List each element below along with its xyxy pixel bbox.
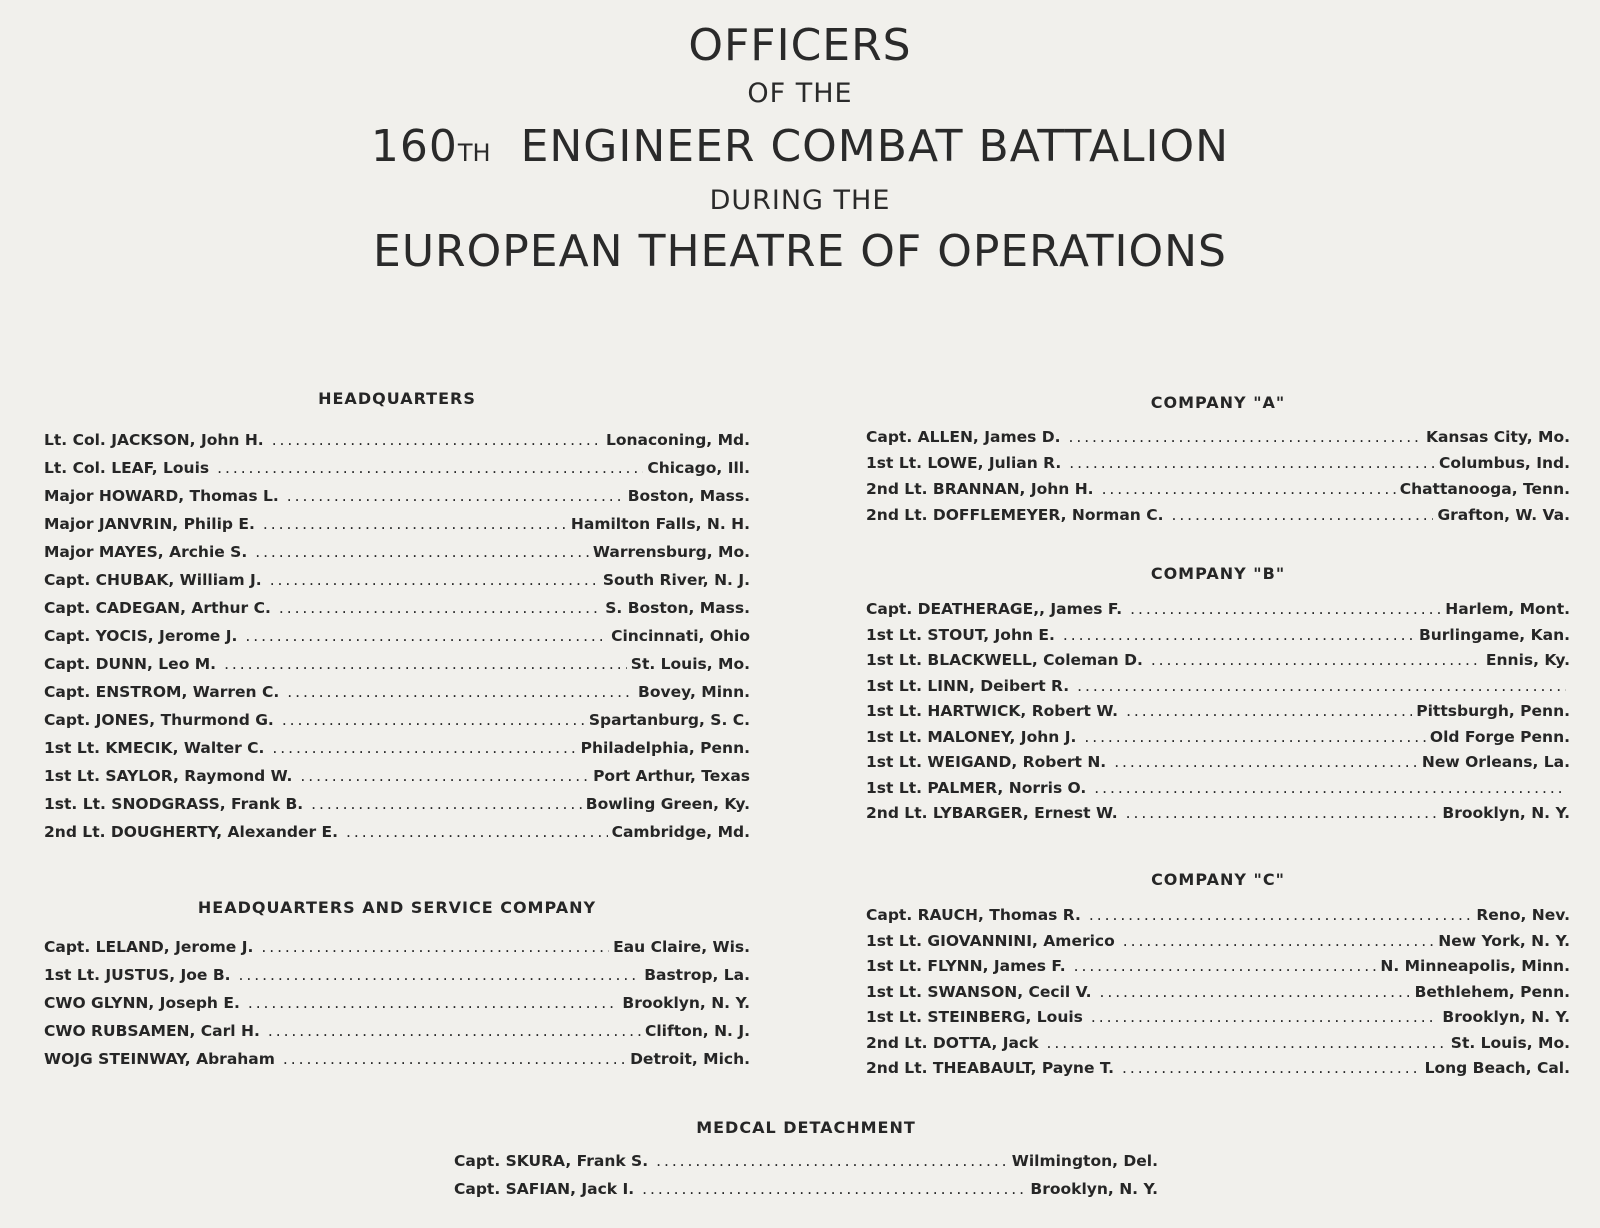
officer-row bbox=[866, 597, 1570, 623]
officer-row bbox=[866, 450, 1570, 476]
dot-leader bbox=[217, 454, 643, 482]
title-of-the: OF THE bbox=[747, 78, 853, 109]
officer-name: Capt. LELAND, Jerome J. bbox=[44, 938, 254, 956]
officer-row bbox=[44, 762, 750, 790]
officer-list bbox=[454, 1147, 1158, 1203]
officer-row bbox=[44, 566, 750, 594]
officer-hometown: Harlem, Mont. bbox=[1445, 600, 1570, 618]
officer-list bbox=[866, 597, 1570, 827]
dot-leader bbox=[1123, 929, 1435, 955]
officer-hometown: Old Forge Penn. bbox=[1429, 727, 1570, 746]
officer-row bbox=[44, 482, 750, 510]
officer-hometown: Bovey, Minn. bbox=[638, 683, 750, 701]
dot-leader bbox=[300, 762, 589, 790]
dot-leader bbox=[1171, 502, 1433, 528]
officer-hometown: Burlingame, Kan. bbox=[1418, 625, 1570, 644]
dot-leader bbox=[656, 1147, 1008, 1175]
dot-leader bbox=[239, 961, 641, 989]
officer-hometown: New York, N. Y. bbox=[1438, 931, 1570, 950]
officer-row bbox=[44, 594, 750, 622]
officer-name: 2nd Lt. DOFFLEMEYER, Norman C. bbox=[866, 506, 1164, 524]
officer-row bbox=[866, 903, 1570, 929]
dot-leader bbox=[287, 482, 624, 510]
officer-name: 2nd Lt. THEABAULT, Payne T. bbox=[866, 1059, 1114, 1077]
officer-name: 1st Lt. FLYNN, James F. bbox=[866, 957, 1066, 975]
officer-name: Capt. SAFIAN, Jack I. bbox=[454, 1180, 635, 1198]
officer-row bbox=[44, 706, 750, 734]
title-theatre: EUROPEAN THEATRE OF OPERATIONS bbox=[373, 226, 1227, 277]
dot-leader bbox=[248, 989, 619, 1017]
officer-name: Lt. Col. JACKSON, John H. bbox=[44, 431, 264, 449]
dot-leader bbox=[261, 933, 609, 961]
section-company-c bbox=[866, 869, 1570, 1082]
officer-hometown: Brooklyn, N. Y. bbox=[622, 994, 750, 1012]
dot-leader bbox=[268, 1017, 641, 1045]
officer-row bbox=[866, 1005, 1570, 1031]
officer-hometown: Hamilton Falls, N. H. bbox=[570, 515, 750, 533]
section-heading: HEADQUARTERS AND SERVICE COMPANY bbox=[197, 898, 597, 917]
officer-name: Major HOWARD, Thomas L. bbox=[44, 487, 279, 505]
officer-row bbox=[866, 776, 1570, 802]
title-during-the: DURING THE bbox=[709, 185, 891, 216]
officer-row bbox=[44, 989, 750, 1017]
section-heading: MEDCAL DETACHMENT bbox=[696, 1118, 916, 1137]
section-heading: COMPANY "A" bbox=[1150, 393, 1286, 412]
dot-leader bbox=[1063, 623, 1415, 649]
officer-row bbox=[866, 648, 1570, 674]
dot-leader bbox=[287, 678, 634, 706]
officer-hometown: Brooklyn, N. Y. bbox=[1442, 1008, 1570, 1026]
dot-leader bbox=[1126, 801, 1439, 827]
officer-name: Lt. Col. LEAF, Louis bbox=[44, 459, 210, 477]
officer-list bbox=[44, 426, 750, 846]
officer-hometown: St. Louis, Mo. bbox=[630, 655, 750, 673]
officer-hometown: Boston, Mass. bbox=[627, 487, 750, 505]
officer-row bbox=[866, 424, 1570, 450]
officer-hometown: Warrensburg, Mo. bbox=[592, 543, 750, 561]
dot-leader bbox=[263, 510, 567, 538]
officer-list bbox=[866, 424, 1570, 528]
section-company-b bbox=[866, 563, 1570, 827]
officer-row bbox=[44, 818, 750, 846]
officer-name: CWO GLYNN, Joseph E. bbox=[44, 994, 240, 1012]
dot-leader bbox=[1074, 954, 1377, 980]
officer-name: 1st Lt. HARTWICK, Robert W. bbox=[866, 702, 1119, 720]
officer-name: Capt. JONES, Thurmond G. bbox=[44, 711, 274, 729]
officer-row bbox=[44, 678, 750, 706]
dot-leader bbox=[1114, 750, 1418, 776]
officer-row bbox=[866, 725, 1570, 751]
officer-row bbox=[866, 929, 1570, 955]
officer-hometown: Chattanooga, Tenn. bbox=[1399, 480, 1570, 498]
officer-hometown: Bowling Green, Ky. bbox=[585, 795, 750, 813]
dot-leader bbox=[1084, 725, 1426, 751]
officer-row bbox=[866, 699, 1570, 725]
title-battalion bbox=[0, 121, 1600, 172]
dot-leader bbox=[279, 594, 601, 622]
officer-name: 1st Lt. JUSTUS, Joe B. bbox=[44, 966, 231, 984]
officer-name: WOJG STEINWAY, Abraham bbox=[44, 1050, 275, 1068]
officer-hometown: Brooklyn, N. Y. bbox=[1442, 804, 1570, 822]
officer-name: 1st Lt. SAYLOR, Raymond W. bbox=[44, 767, 293, 785]
dot-leader bbox=[311, 790, 582, 818]
section-company-a bbox=[866, 392, 1570, 528]
officer-hometown: Port Arthur, Texas bbox=[593, 767, 750, 785]
dot-leader bbox=[1126, 699, 1412, 725]
officer-name: 1st Lt. LINN, Deibert R. bbox=[866, 676, 1070, 695]
officer-name: 1st Lt. KMECIK, Walter C. bbox=[44, 739, 265, 757]
title-officers: OFFICERS bbox=[688, 20, 912, 71]
section-hq-service-company bbox=[44, 897, 750, 1073]
officer-hometown: Bastrop, La. bbox=[644, 966, 750, 984]
officer-hometown: Philadelphia, Penn. bbox=[580, 739, 750, 757]
dot-leader bbox=[1130, 597, 1441, 623]
officer-name: Capt. SKURA, Frank S. bbox=[454, 1152, 649, 1170]
officer-row bbox=[44, 510, 750, 538]
dot-leader bbox=[1047, 1031, 1447, 1057]
officer-name: Capt. ENSTROM, Warren C. bbox=[44, 683, 280, 701]
officer-hometown: Columbus, Ind. bbox=[1439, 454, 1570, 472]
officer-hometown: Reno, Nev. bbox=[1476, 906, 1570, 924]
dot-leader bbox=[1122, 1056, 1421, 1082]
officer-name: CWO RUBSAMEN, Carl H. bbox=[44, 1022, 260, 1040]
officer-name: Capt. DUNN, Leo M. bbox=[44, 655, 217, 673]
officer-name: 1st. Lt. SNODGRASS, Frank B. bbox=[44, 795, 304, 813]
officer-hometown: St. Louis, Mo. bbox=[1450, 1033, 1570, 1052]
officer-hometown: Grafton, W. Va. bbox=[1437, 506, 1570, 524]
officer-hometown: Pittsburgh, Penn. bbox=[1416, 702, 1570, 720]
section-medical-detachment bbox=[454, 1117, 1158, 1203]
dot-leader bbox=[282, 706, 585, 734]
dot-leader bbox=[255, 538, 589, 566]
officer-name: 2nd Lt. BRANNAN, John H. bbox=[866, 480, 1094, 498]
officer-name: 2nd Lt. DOTTA, Jack bbox=[866, 1033, 1039, 1052]
officer-hometown: Clifton, N. J. bbox=[644, 1022, 750, 1040]
officer-row bbox=[44, 1017, 750, 1045]
officer-hometown: Chicago, Ill. bbox=[647, 459, 750, 477]
dot-leader bbox=[1091, 1005, 1438, 1031]
dot-leader bbox=[283, 1045, 626, 1073]
officer-hometown: New Orleans, La. bbox=[1421, 753, 1570, 771]
officer-list bbox=[44, 933, 750, 1073]
officer-row bbox=[454, 1175, 1158, 1203]
section-heading: COMPANY "B" bbox=[1150, 564, 1286, 583]
officer-name: 1st Lt. LOWE, Julian R. bbox=[866, 454, 1062, 472]
officer-name: Capt. DEATHERAGE,, James F. bbox=[866, 600, 1123, 618]
dot-leader bbox=[642, 1175, 1026, 1203]
officer-row bbox=[44, 1045, 750, 1073]
officer-row bbox=[866, 980, 1570, 1006]
officer-name: 2nd Lt. LYBARGER, Ernest W. bbox=[866, 804, 1118, 822]
officer-row bbox=[866, 1031, 1570, 1057]
officer-hometown: Kansas City, Mo. bbox=[1425, 428, 1570, 446]
officer-name: Major MAYES, Archie S. bbox=[44, 543, 248, 561]
officer-name: 1st Lt. PALMER, Norris O. bbox=[866, 778, 1087, 797]
officer-name: Major JANVRIN, Philip E. bbox=[44, 515, 255, 533]
officer-hometown: Detroit, Mich. bbox=[630, 1050, 750, 1068]
dot-leader bbox=[1068, 424, 1421, 450]
officer-row bbox=[44, 790, 750, 818]
officer-hometown: South River, N. J. bbox=[602, 571, 750, 589]
officer-row bbox=[866, 954, 1570, 980]
dot-leader bbox=[224, 650, 627, 678]
officer-row bbox=[866, 502, 1570, 528]
section-headquarters bbox=[44, 388, 750, 846]
officer-row bbox=[44, 734, 750, 762]
officer-row bbox=[44, 933, 750, 961]
dot-leader bbox=[1069, 450, 1435, 476]
dot-leader bbox=[270, 566, 599, 594]
officer-hometown: Ennis, Ky. bbox=[1485, 651, 1570, 669]
officer-row bbox=[44, 426, 750, 454]
officer-row bbox=[866, 750, 1570, 776]
officer-name: Capt. ALLEN, James D. bbox=[866, 428, 1061, 446]
officer-name: 1st Lt. GIOVANNINI, Americo bbox=[866, 931, 1115, 950]
dot-leader bbox=[245, 622, 607, 650]
dot-leader bbox=[1151, 648, 1482, 674]
title-battalion-number: 160 bbox=[370, 121, 458, 172]
officer-name: Capt. CADEGAN, Arthur C. bbox=[44, 599, 271, 617]
officer-list bbox=[866, 903, 1570, 1082]
officer-hometown: Spartanburg, S. C. bbox=[588, 711, 750, 729]
dot-leader bbox=[1089, 903, 1472, 929]
officer-row bbox=[454, 1147, 1158, 1175]
officer-name: 2nd Lt. DOUGHERTY, Alexander E. bbox=[44, 823, 338, 841]
officer-name: 1st Lt. WEIGAND, Robert N. bbox=[866, 753, 1107, 771]
dot-leader bbox=[1102, 476, 1396, 502]
dot-leader bbox=[272, 426, 602, 454]
officer-hometown: Cincinnati, Ohio bbox=[611, 627, 750, 645]
officer-hometown: Brooklyn, N. Y. bbox=[1030, 1180, 1158, 1198]
officer-name: Capt. RAUCH, Thomas R. bbox=[866, 906, 1081, 924]
page-title bbox=[0, 18, 1600, 277]
officer-row bbox=[44, 961, 750, 989]
officer-hometown: Eau Claire, Wis. bbox=[613, 938, 750, 956]
dot-leader bbox=[346, 818, 608, 846]
officer-name: 1st Lt. BLACKWELL, Coleman D. bbox=[866, 651, 1143, 669]
officer-name: Capt. CHUBAK, William J. bbox=[44, 571, 262, 589]
officer-row bbox=[866, 1056, 1570, 1082]
officer-hometown: Cambridge, Md. bbox=[611, 823, 750, 841]
officer-row bbox=[44, 622, 750, 650]
dot-leader bbox=[1100, 980, 1411, 1006]
officer-hometown: S. Boston, Mass. bbox=[605, 599, 750, 617]
officer-hometown: Long Beach, Cal. bbox=[1424, 1059, 1570, 1077]
section-heading: COMPANY "C" bbox=[1151, 870, 1285, 889]
officer-hometown: Wilmington, Del. bbox=[1011, 1152, 1158, 1170]
title-battalion-name: ENGINEER COMBAT BATTALION bbox=[520, 121, 1230, 172]
officer-name: 1st Lt. SWANSON, Cecil V. bbox=[866, 982, 1092, 1001]
title-battalion-ordinal: TH bbox=[457, 139, 491, 167]
officer-hometown: Lonaconing, Md. bbox=[605, 431, 750, 449]
dot-leader bbox=[1094, 776, 1566, 802]
dot-leader bbox=[272, 734, 576, 762]
officer-row bbox=[44, 650, 750, 678]
officer-row bbox=[44, 538, 750, 566]
officer-name: Capt. YOCIS, Jerome J. bbox=[44, 627, 238, 645]
officer-row bbox=[866, 476, 1570, 502]
officer-hometown: N. Minneapolis, Minn. bbox=[1380, 957, 1570, 975]
officer-hometown: Bethlehem, Penn. bbox=[1414, 982, 1570, 1001]
dot-leader bbox=[1077, 674, 1566, 700]
officer-row bbox=[44, 454, 750, 482]
officer-row bbox=[866, 674, 1570, 700]
officer-name: 1st Lt. MALONEY, John J. bbox=[866, 727, 1077, 746]
officer-row bbox=[866, 623, 1570, 649]
section-heading: HEADQUARTERS bbox=[318, 389, 476, 408]
officer-name: 1st Lt. STEINBERG, Louis bbox=[866, 1008, 1083, 1026]
officer-name: 1st Lt. STOUT, John E. bbox=[866, 625, 1055, 644]
officer-row bbox=[866, 801, 1570, 827]
